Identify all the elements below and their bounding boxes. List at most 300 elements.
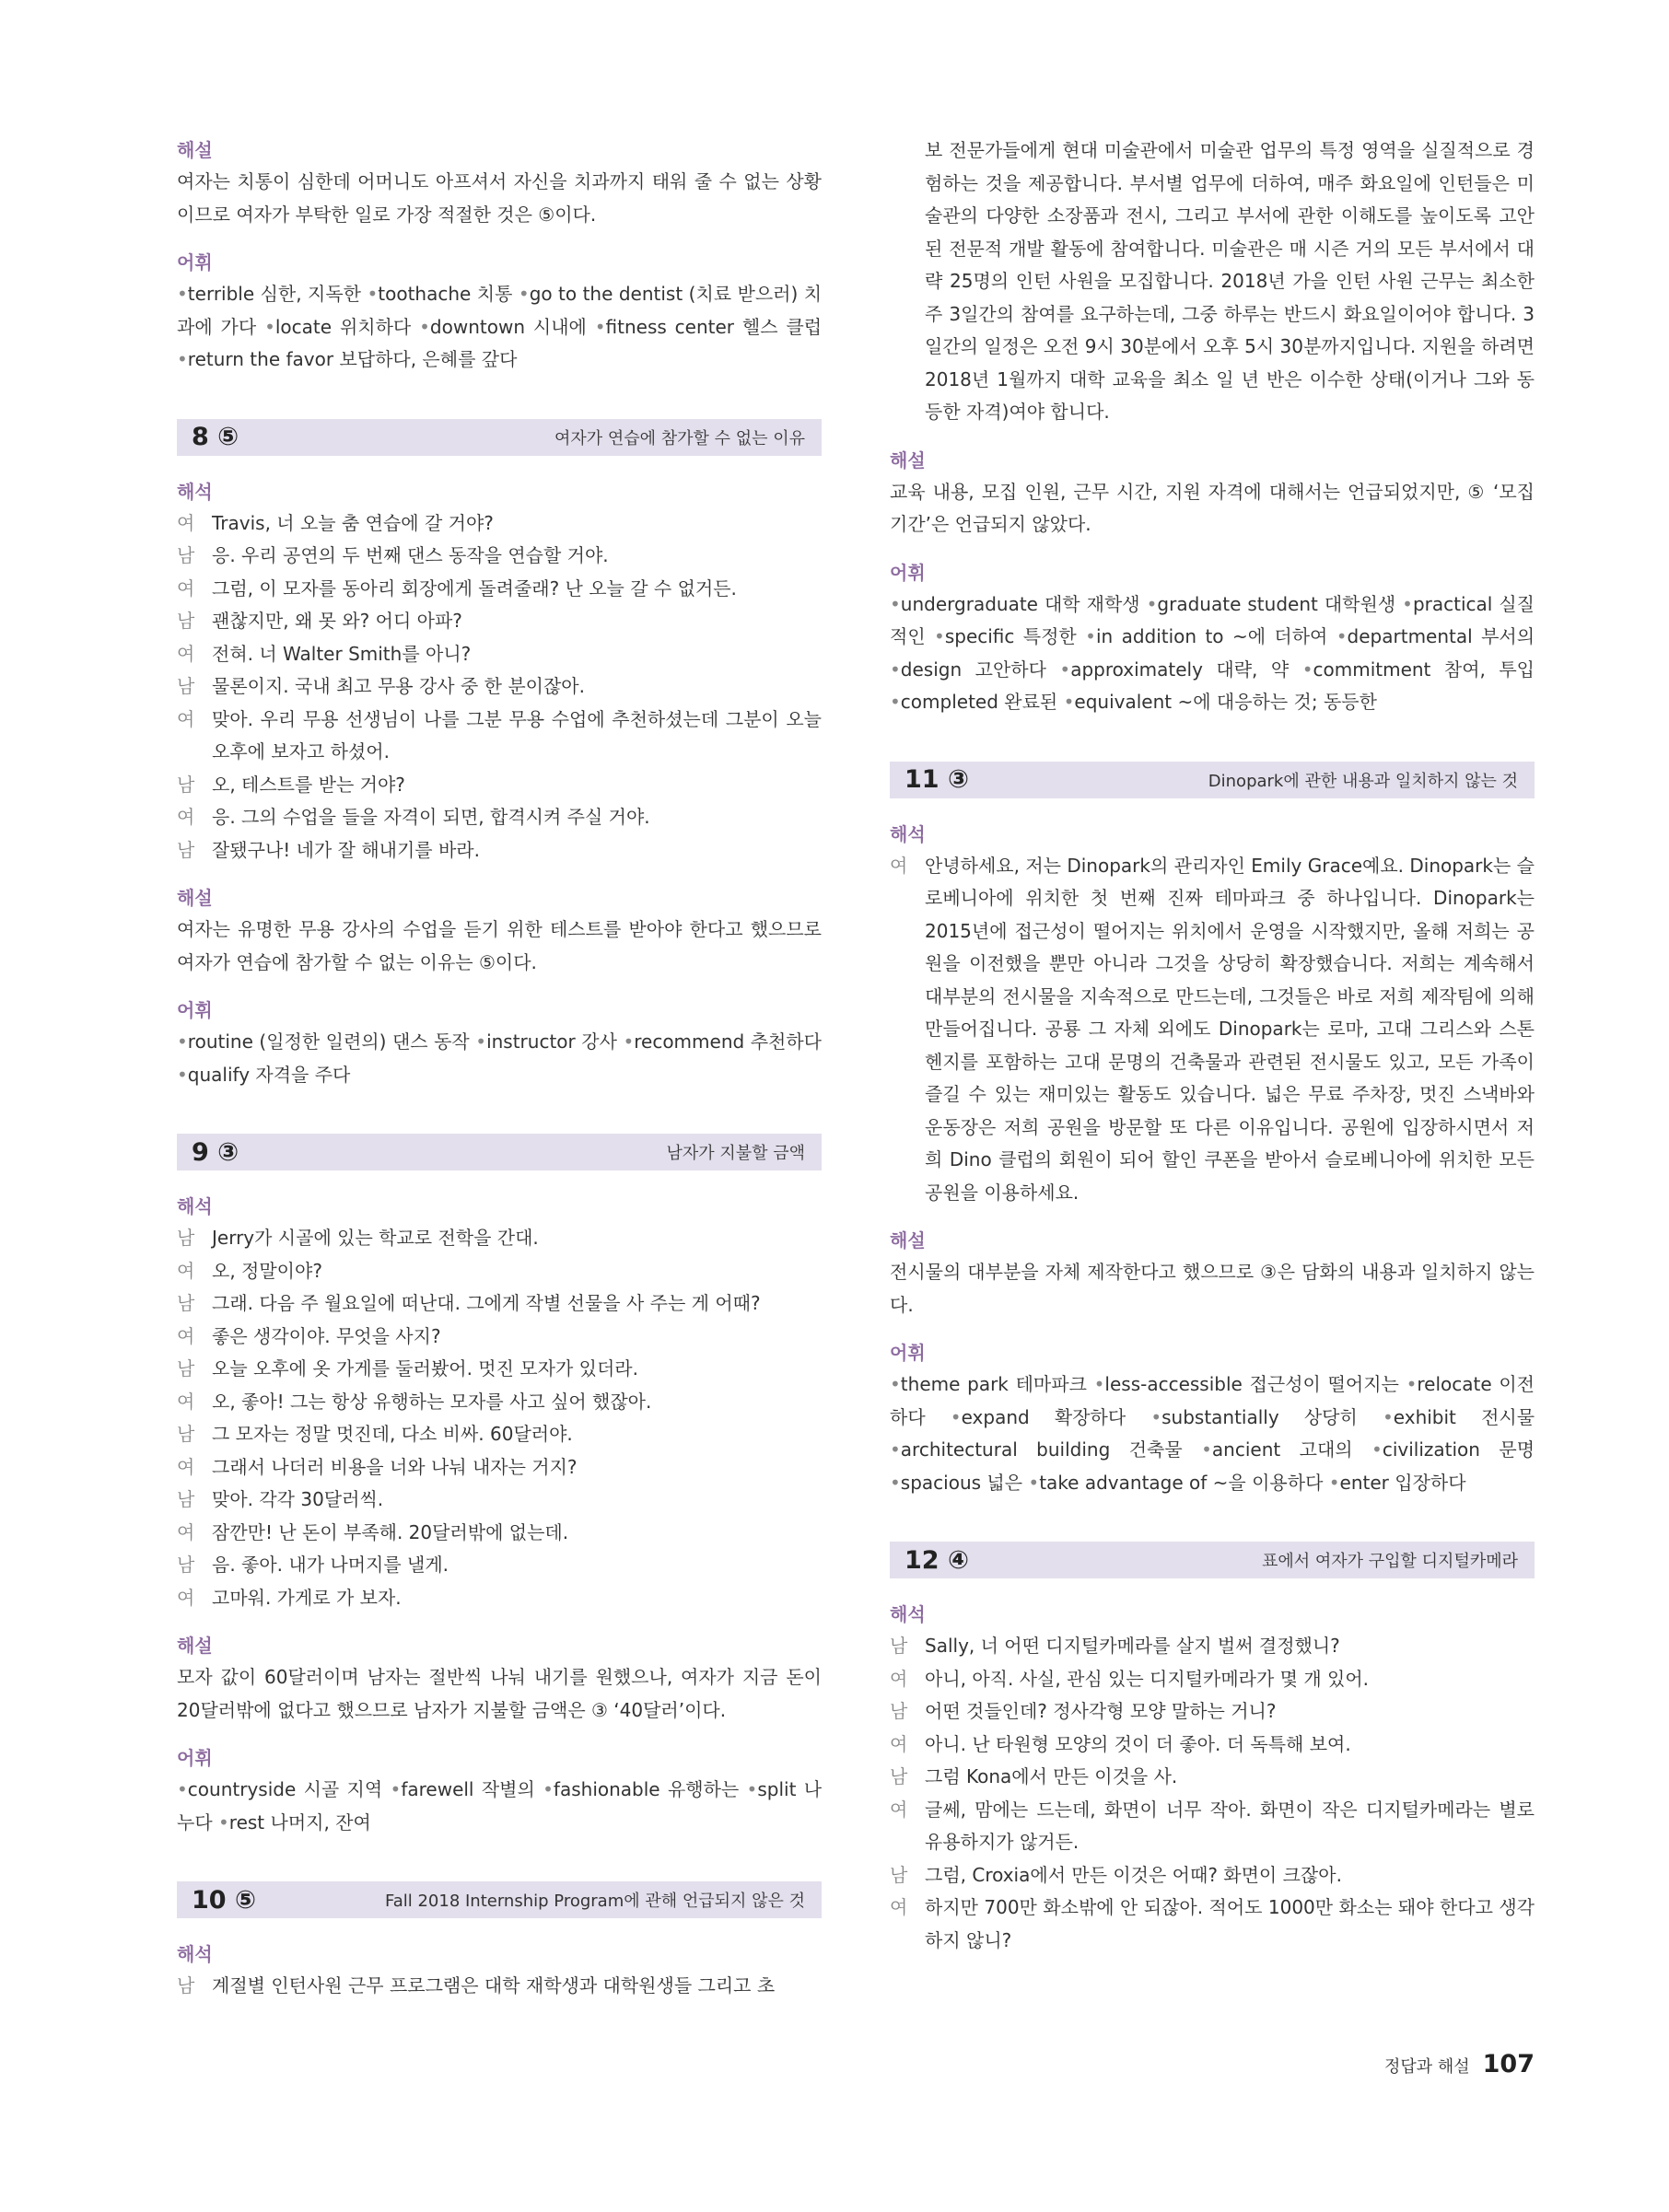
vocab-meaning: 시내에 [532, 315, 587, 338]
vocab-word: farewell [401, 1778, 474, 1800]
explanation-text: 모자 값이 60달러이며 남자는 절반씩 나눠 내기를 원했으나, 여자가 지금 돈이 20달러밖에 없다고 했으므로 남자가 지불할 금액은 ③ ‘40달러’이다. [177, 1666, 822, 1721]
speaker: 남 [177, 1227, 195, 1249]
bullet-icon: • [594, 315, 606, 338]
dialogue-line [890, 1794, 1535, 1859]
vocab-item [367, 283, 512, 305]
bullet-icon: • [1063, 691, 1075, 713]
translation-label: 해석 [890, 1603, 926, 1625]
vocab-item [1085, 625, 1327, 647]
vocab-word: practical [1412, 592, 1493, 615]
vocab-word: take advantage of [1039, 1471, 1208, 1494]
speaker: 남 [177, 610, 195, 632]
vocab-word: toothache [378, 283, 472, 305]
vocab-word: go to the dentist [529, 283, 683, 305]
vocab-word: less-accessible [1104, 1373, 1243, 1395]
speaker: 여 [177, 707, 195, 730]
vocab-item [1147, 593, 1396, 615]
vocab-word: ancient [1211, 1438, 1281, 1461]
translation-label: 해석 [890, 822, 926, 845]
explanation-label: 해설 [177, 1635, 213, 1657]
utterance: 잠깐만! 난 돈이 부족해. 20달러밖에 없는데. [212, 1520, 569, 1543]
explanation-label: 해설 [890, 448, 926, 472]
speaker: 여 [177, 576, 195, 600]
vocab-word: spacious [900, 1471, 982, 1494]
vocab-meaning: 대학원생 [1324, 592, 1396, 615]
question-number: 10 ⑤ [192, 1885, 256, 1915]
bullet-icon: • [543, 1778, 554, 1800]
vocab-item [177, 1030, 470, 1053]
speaker: 남 [177, 1554, 195, 1576]
utterance: 아니, 아직. 사실, 관심 있는 디지털카메라가 몇 개 있어. [925, 1667, 1370, 1690]
vocab-meaning: 확장하다 [1054, 1405, 1126, 1428]
vocab-item [890, 1438, 1183, 1461]
vocab-word: fitness center [605, 315, 735, 338]
utterance: Sally, 너 어떤 디지털카메라를 살지 벌써 결정했니? [925, 1635, 1340, 1657]
dialogue-line-continued [890, 134, 1535, 429]
utterance: 아니. 난 타원형 모양의 것이 더 좋아. 더 독특해 보여. [925, 1732, 1351, 1755]
utterance: 좋은 생각이야. 무엇을 사지? [212, 1324, 441, 1347]
speaker: 여 [890, 1732, 908, 1755]
vocab-word: expand [961, 1405, 1030, 1428]
vocab-item [890, 658, 1046, 681]
utterance: 잘됐구나! 네가 잘 해내기를 바라. [212, 838, 480, 861]
dialogue-line [177, 573, 822, 606]
question-number: 9 ③ [192, 1137, 239, 1167]
dialogue-line [890, 1761, 1535, 1794]
vocab-item [934, 625, 1077, 647]
bullet-icon: • [623, 1030, 635, 1053]
vocab-meaning: 대략, 약 [1216, 658, 1290, 681]
bullet-icon: • [264, 315, 275, 338]
vocab-word: locate [274, 315, 333, 338]
vocab-meaning: 고안하다 [975, 658, 1046, 681]
vocab-item [1383, 1406, 1535, 1428]
vocab-meaning: 치통 [476, 283, 513, 305]
vocab-word: in addition to [1095, 625, 1224, 647]
utterance: 그럼 Kona에서 만든 이것을 사. [925, 1765, 1178, 1787]
speaker: 남 [890, 1635, 908, 1657]
section-7-explanation [177, 134, 822, 231]
utterance: 그래서 나더러 비용을 너와 나눠 내자는 거지? [212, 1455, 578, 1478]
vocab-meaning: (일정한 일련의) 댄스 동작 [259, 1030, 470, 1053]
vocabulary-label: 어휘 [890, 561, 926, 584]
page-number: 107 [1482, 2050, 1535, 2078]
bullet-icon: • [518, 283, 530, 305]
explanation-text: 여자는 유명한 무용 강사의 수업을 듣기 위한 테스트를 받아야 한다고 했으므로 여자가 연습에 참가할 수 없는 이유는 ⑤이다. [177, 918, 822, 973]
bullet-icon: • [1328, 1471, 1340, 1494]
explanation-text: 전시물의 대부분을 자체 제작한다고 했으므로 ③은 담화의 내용과 일치하지 않는다. [890, 1261, 1535, 1316]
dialogue-line [177, 704, 822, 769]
vocab-meaning: 나머지, 잔여 [270, 1810, 371, 1834]
vocab-meaning: 넓은 [986, 1471, 1023, 1494]
vocab-meaning: 테마파크 [1015, 1373, 1087, 1395]
bullet-icon: • [1093, 1373, 1105, 1395]
section-header-8 [177, 419, 822, 456]
question-topic: 표에서 여자가 구입할 디지털카메라 [1262, 1552, 1518, 1571]
question-topic: 여자가 연습에 참가할 수 없는 이유 [554, 428, 805, 448]
vocab-meaning: 유행하는 [667, 1778, 740, 1800]
explanation-text: 교육 내용, 모집 인원, 근무 시간, 지원 자격에 대해서는 언급되었지만, ⑤ ‘모집 기간’은 언급되지 않았다. [890, 480, 1535, 535]
vocab-meaning: 실질적인 [890, 592, 1535, 647]
dialogue-line [177, 507, 822, 541]
vocab-word: specific [944, 625, 1015, 647]
utterance: 보 전문가들에게 현대 미술관에서 미술관 업무의 특정 영역을 실질적으로 경험하는 것을 제공합니다. 부서별 업무에 더하여, 매주 화요일에 인턴들은 미술관의 다양한 소장품과 전시, 그리고 부서에 관한 이해도를 높이도록 고안된 전문적 개발 활동에 참여합니다. 미술관은 매 시즌 거의 모든 부서에서 대략 25명의 인턴 사원을 모집합니다. 2018년 가을 인턴 사원 근무는 최소한 주 3일간의 참여를 요구하는데, 그중 하루는 반드시 화요일이어야 합니다. 3일간의 일정은 오전 9시 30분에서 오후 5시 30분까지입니다. 지원을 하려면 2018년 1월까지 대학 교육을 최소 일 년 반은 이수한 상태(이거나 그와 동등한 자격)여야 합니다. [925, 139, 1535, 423]
vocabulary-list [890, 1368, 1535, 1499]
vocab-meaning: 부서의 [1481, 625, 1535, 647]
vocab-meaning: 자격을 주다 [255, 1063, 351, 1086]
bullet-icon: • [367, 283, 379, 305]
vocab-word: completed [900, 691, 998, 713]
speaker: 남 [177, 1488, 195, 1510]
explanation-label: 해설 [177, 887, 213, 909]
vocab-item [543, 1778, 739, 1800]
bullet-icon: • [1301, 658, 1313, 681]
bullet-icon: • [1150, 1405, 1162, 1428]
speaker: 남 [177, 675, 195, 697]
vocab-meaning: 완료된 [1004, 691, 1058, 713]
utterance: 계절별 인턴사원 근무 프로그램은 대학 재학생과 대학원생들 그리고 초 [212, 1974, 776, 1997]
vocab-item [218, 1811, 371, 1834]
vocab-item [264, 316, 411, 338]
speaker: 여 [890, 1667, 908, 1690]
bullet-icon: • [177, 1063, 188, 1086]
utterance: 글쎄, 맘에는 드는데, 화면이 너무 작아. 화면이 작은 디지털카메라는 별로 유용하지가 않거든. [925, 1798, 1535, 1853]
speaker: 여 [890, 1798, 908, 1821]
vocabulary-label: 어휘 [890, 1342, 926, 1364]
speaker: 여 [177, 1586, 195, 1609]
vocab-item [1150, 1406, 1358, 1428]
vocab-word: qualify [187, 1063, 251, 1086]
vocab-item [177, 283, 361, 305]
vocab-item [1371, 1438, 1535, 1461]
speaker: 남 [177, 544, 195, 566]
dialogue-line [177, 1353, 822, 1386]
vocab-word: terrible [187, 283, 255, 305]
vocab-word: approximately [1070, 658, 1203, 681]
vocab-meaning: 보답하다, 은혜를 갚다 [339, 348, 518, 370]
vocab-item [1094, 1373, 1399, 1395]
translation-label: 해석 [177, 1195, 213, 1217]
bullet-icon: • [890, 1373, 901, 1395]
dialogue-line [177, 1321, 822, 1354]
vocab-item [951, 1406, 1126, 1428]
speaker: 남 [177, 838, 195, 861]
vocab-meaning: 입장하다 [1395, 1471, 1466, 1494]
explanation-text: 여자는 치통이 심한데 어머니도 아프셔서 자신을 치과까지 태워 줄 수 없는 상황이므로 여자가 부탁한 일로 가장 적절한 것은 ⑤이다. [177, 170, 822, 226]
vocab-item [1059, 658, 1289, 681]
vocab-meaning: ~을 이용하다 [1212, 1471, 1324, 1494]
dialogue-line [177, 1418, 822, 1451]
bullet-icon: • [1371, 1438, 1383, 1461]
vocab-word: architectural building [900, 1438, 1111, 1461]
vocab-item [419, 316, 587, 338]
vocab-item [177, 348, 517, 370]
bullet-icon: • [177, 1778, 188, 1800]
vocabulary-label: 어휘 [177, 999, 213, 1021]
utterance: 응. 우리 공연의 두 번째 댄스 동작을 연습할 거야. [212, 544, 609, 566]
bullet-icon: • [1085, 625, 1096, 647]
bullet-icon: • [177, 283, 188, 305]
question-topic: Fall 2018 Internship Program에 관해 언급되지 않은 것 [385, 1892, 805, 1911]
dialogue-line [890, 1695, 1535, 1729]
vocab-meaning: 상당히 [1303, 1405, 1358, 1428]
vocab-word: relocate [1417, 1373, 1492, 1395]
vocab-item [595, 316, 822, 338]
bullet-icon: • [1146, 592, 1158, 615]
bullet-icon: • [1201, 1438, 1212, 1461]
vocabulary-label: 어휘 [177, 251, 213, 274]
dialogue-line [890, 1892, 1535, 1957]
dialogue-line [177, 1386, 822, 1419]
vocab-item [1329, 1472, 1466, 1494]
vocab-meaning: 고대의 [1299, 1438, 1353, 1461]
bullet-icon: • [177, 1030, 188, 1053]
vocab-item [890, 691, 1057, 713]
speaker: 남 [890, 1765, 908, 1787]
utterance: Travis, 너 오늘 춤 연습에 갈 거야? [212, 511, 494, 534]
vocab-item [1302, 658, 1535, 681]
bullet-icon: • [1402, 592, 1413, 615]
dialogue-line [890, 850, 1535, 1210]
vocabulary-list [177, 278, 822, 377]
bullet-icon: • [890, 691, 901, 713]
bullet-icon: • [934, 625, 945, 647]
vocab-word: departmental [1347, 625, 1473, 647]
speaker: 여 [177, 806, 195, 828]
vocab-word: rest [228, 1810, 265, 1834]
vocab-meaning: (치료 받으러) 치과에 가다 [177, 283, 823, 338]
vocab-meaning: 작별의 [481, 1778, 535, 1800]
vocab-word: fashionable [553, 1778, 660, 1800]
vocab-item [177, 1064, 350, 1086]
question-topic: 남자가 지불할 금액 [666, 1144, 805, 1163]
vocab-word: design [900, 658, 963, 681]
utterance: 오, 테스트를 받는 거야? [212, 773, 405, 796]
question-number: 12 ④ [905, 1545, 969, 1575]
dialogue-line [177, 1582, 822, 1615]
speaker: 남 [177, 1423, 195, 1445]
vocabulary-label: 어휘 [177, 1747, 213, 1769]
vocab-meaning: 참여, 투입 [1443, 658, 1535, 681]
utterance: 괜찮지만, 왜 못 와? 어디 아파? [212, 610, 462, 632]
bullet-icon: • [177, 348, 188, 370]
vocab-item [1201, 1438, 1353, 1461]
dialogue-line [177, 1287, 822, 1321]
dialogue-line [177, 1970, 822, 2003]
bullet-icon: • [475, 1030, 487, 1053]
utterance: Jerry가 시골에 있는 학교로 전학을 간대. [212, 1227, 539, 1249]
vocab-meaning: 강사 [581, 1030, 617, 1053]
bullet-icon: • [746, 1778, 758, 1800]
vocab-meaning: 대학 재학생 [1044, 592, 1140, 615]
vocab-item [1336, 625, 1535, 647]
speaker: 여 [177, 1259, 195, 1282]
speaker: 여 [177, 642, 195, 665]
vocab-meaning: 나누다 [177, 1778, 823, 1834]
vocab-word: equivalent [1074, 691, 1173, 713]
vocab-word: graduate student [1157, 592, 1318, 615]
speaker: 남 [177, 773, 195, 796]
vocab-meaning: 헬스 클럽 [741, 315, 823, 338]
vocab-word: undergraduate [900, 592, 1038, 615]
vocab-word: split [757, 1778, 797, 1800]
dialogue [890, 1630, 1535, 1957]
vocab-item [1028, 1472, 1323, 1494]
utterance: 물론이지. 국내 최고 무용 강사 중 한 분이잖아. [212, 675, 585, 697]
bullet-icon: • [890, 1438, 901, 1461]
utterance: 그럼, Croxia에서 만든 이것은 어때? 화면이 크잖아. [925, 1863, 1342, 1886]
vocab-item [890, 593, 1140, 615]
question-topic: Dinopark에 관한 내용과 일치하지 않는 것 [1208, 771, 1518, 791]
vocabulary-list [177, 1774, 822, 1839]
speaker: 여 [177, 1455, 195, 1478]
speaker: 남 [890, 1863, 908, 1886]
vocabulary-list [890, 588, 1535, 719]
vocab-meaning: 접근성이 떨어지는 [1249, 1373, 1399, 1395]
vocab-meaning: 심한, 지독한 [260, 283, 362, 305]
dialogue-line [177, 1484, 822, 1517]
dialogue-line [177, 1451, 822, 1484]
speaker: 여 [177, 1390, 195, 1413]
utterance: 맞아. 우리 무용 선생님이 나를 그분 무용 수업에 추천하셨는데 그분이 오늘 오후에 보자고 하셨어. [212, 707, 822, 763]
dialogue-line [177, 670, 822, 704]
vocab-item [1064, 691, 1377, 713]
vocab-word: civilization [1382, 1438, 1480, 1461]
bullet-icon: • [1406, 1373, 1418, 1395]
vocab-meaning: ~에 대응하는 것; 동등한 [1177, 691, 1377, 713]
vocab-word: countryside [187, 1778, 297, 1800]
vocabulary-list [177, 1026, 822, 1091]
vocab-word: return the favor [187, 348, 334, 370]
explanation-label: 해설 [890, 1229, 926, 1252]
dialogue-line [177, 834, 822, 867]
dialogue-line [890, 1630, 1535, 1663]
dialogue-line [890, 1663, 1535, 1696]
utterance: 그럼, 이 모자를 동아리 회장에게 돌려줄래? 난 오늘 갈 수 없거든. [212, 576, 737, 600]
utterance: 오, 정말이야? [212, 1259, 322, 1282]
section-header-11 [890, 762, 1535, 798]
vocab-item [890, 1373, 1087, 1395]
utterance: 고마워. 가게로 가 보자. [212, 1586, 402, 1609]
utterance: 음. 좋아. 내가 나머지를 낼게. [212, 1554, 449, 1576]
speaker: 남 [177, 1292, 195, 1314]
vocab-meaning: ~에 더하여 [1231, 625, 1328, 647]
speaker: 여 [177, 1324, 195, 1347]
vocab-word: exhibit [1393, 1405, 1456, 1428]
speaker: 여 [177, 1520, 195, 1543]
dialogue-line [890, 1729, 1535, 1762]
bullet-icon: • [1336, 625, 1348, 647]
dialogue-line [177, 638, 822, 671]
section-header-9 [177, 1134, 822, 1170]
utterance: 그 모자는 정말 멋진데, 다소 비싸. 60달러야. [212, 1423, 573, 1445]
bullet-icon: • [890, 658, 901, 681]
bullet-icon: • [950, 1405, 962, 1428]
bullet-icon: • [419, 315, 430, 338]
vocab-word: commitment [1313, 658, 1431, 681]
translation-label: 해석 [177, 1943, 213, 1965]
utterance: 오늘 오후에 옷 가게를 둘러봤어. 멋진 모자가 있더라. [212, 1357, 638, 1380]
vocab-meaning: 시골 지역 [303, 1778, 383, 1800]
dialogue-line [177, 1222, 822, 1255]
vocab-word: enter [1339, 1471, 1389, 1494]
utterance: 맞아. 각각 30달러씩. [212, 1488, 384, 1510]
speaker: 여 [177, 511, 195, 534]
bullet-icon: • [890, 592, 901, 615]
vocab-meaning: 이전하다 [890, 1373, 1535, 1428]
dialogue-line [890, 1859, 1535, 1892]
vocab-meaning: 특정한 [1022, 625, 1077, 647]
utterance: 안녕하세요, 저는 Dinopark의 관리자인 Emily Grace예요. Dinopark는 슬로베니아에 위치한 첫 번째 진짜 테마파크 중 하나입니다. Dinopark는 2015년에 접근성이 떨어지는 위치에서 운영을 시작했지만, 올해 저희는 공원을 이전했을 뿐만 아니라 그것을 상당히 확장했습니다. 저희는 계속해서 대부분의 전시물을 지속적으로 만드는데, 그것들은 바로 저희 제작팀에 의해 만들어집니다. 공룡 그 자체 외에도 Dinopark는 로마, 고대 그리스와 스톤헨지를 포함하는 고대 문명의 건축물과 관련된 전시물도 있고, 모든 가족이 즐길 수 있는 재미있는 활동도 있습니다. 넓은 무료 주차장, 멋진 스낵바와 운동장은 저희 공원을 방문할 또 다른 이유입니다. 공원에 입장하시면서 저희 Dino 클럽의 회원이 되어 할인 쿠폰을 받아서 슬로베니아에 위치한 모든 공원을 이용하세요. [925, 854, 1535, 1204]
dialogue-line [177, 801, 822, 834]
vocab-word: recommend [634, 1030, 745, 1053]
question-number: 11 ③ [905, 765, 969, 794]
vocab-word: theme park [900, 1373, 1009, 1395]
speaker: 남 [890, 1700, 908, 1722]
utterance: 응. 그의 수업을 들을 자격이 되면, 합격시켜 주실 거야. [212, 806, 650, 828]
bullet-icon: • [1382, 1405, 1394, 1428]
section-header-10 [177, 1881, 822, 1918]
bullet-icon: • [1059, 658, 1071, 681]
question-number: 8 ⑤ [192, 423, 239, 451]
speaker: 남 [177, 1974, 195, 1997]
utterance: 어떤 것들인데? 정사각형 모양 말하는 거니? [925, 1700, 1277, 1722]
vocab-meaning: 건축물 [1128, 1438, 1183, 1461]
right-column [890, 134, 1535, 1957]
bullet-icon: • [1028, 1471, 1040, 1494]
left-column [177, 134, 822, 2003]
vocab-item [391, 1778, 535, 1800]
dialogue [177, 1222, 822, 1614]
vocab-meaning: 위치하다 [339, 315, 412, 338]
dialogue [177, 507, 822, 867]
vocab-item [177, 1778, 382, 1800]
vocab-item [475, 1030, 617, 1053]
section-7-vocabulary [177, 247, 822, 377]
vocab-meaning: 문명 [1499, 1438, 1535, 1461]
dialogue-line [177, 1255, 822, 1288]
dialogue-line [177, 1549, 822, 1582]
utterance: 전혀. 너 Walter Smith를 아니? [212, 642, 472, 665]
vocab-meaning: 전시물 [1481, 1405, 1535, 1428]
utterance: 그래. 다음 주 월요일에 떠난대. 그에게 작별 선물을 사 주는 게 어때? [212, 1292, 761, 1314]
dialogue-line [177, 769, 822, 802]
vocab-item [890, 1472, 1022, 1494]
speaker: 여 [890, 1896, 908, 1918]
bullet-icon: • [390, 1778, 402, 1800]
speaker: 여 [890, 854, 908, 877]
page-footer [1384, 2050, 1535, 2078]
section-header-12 [890, 1542, 1535, 1578]
speaker: 남 [177, 1357, 195, 1380]
vocab-item [623, 1030, 822, 1053]
bullet-icon: • [218, 1810, 229, 1834]
vocab-word: downtown [429, 315, 525, 338]
vocab-meaning: 추천하다 [750, 1030, 822, 1053]
dialogue-line [177, 605, 822, 638]
explanation-label: 해설 [177, 139, 213, 161]
vocab-word: substantially [1161, 1405, 1279, 1428]
vocab-word: instructor [486, 1030, 576, 1053]
dialogue-line [177, 540, 822, 573]
vocab-word: routine [187, 1030, 253, 1053]
bullet-icon: • [890, 1471, 901, 1494]
translation-label: 해석 [177, 480, 213, 503]
footer-label: 정답과 해설 [1383, 2057, 1470, 2077]
dialogue-line [177, 1517, 822, 1550]
utterance: 하지만 700만 화소밖에 안 되잖아. 적어도 1000만 화소는 돼야 한다고 생각하지 않니? [925, 1896, 1535, 1951]
dialogue [890, 850, 1535, 1210]
